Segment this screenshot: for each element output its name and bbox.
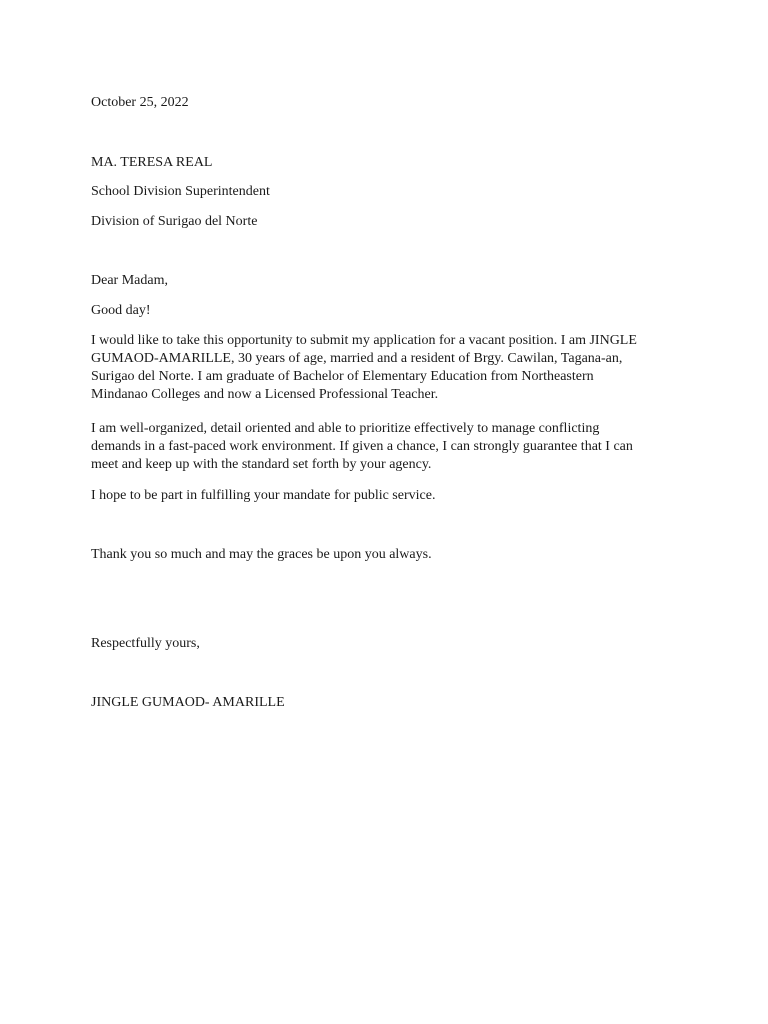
recipient-name: MA. TERESA REAL xyxy=(91,155,213,170)
salutation: Dear Madam, xyxy=(91,273,168,288)
letter-date: October 25, 2022 xyxy=(91,95,189,110)
recipient-title: School Division Superintendent xyxy=(91,184,270,199)
paragraph-line: demands in a fast-paced work environment. If given a chance, I can strongly guarantee that I can xyxy=(91,439,633,454)
paragraph-line: meet and keep up with the standard set forth by your agency. xyxy=(91,457,432,472)
paragraph-line: Mindanao Colleges and now a Licensed Professional Teacher. xyxy=(91,387,439,402)
recipient-office: Division of Surigao del Norte xyxy=(91,214,258,229)
thanks-line: Thank you so much and may the graces be upon you always. xyxy=(91,547,432,562)
paragraph-line: Surigao del Norte. I am graduate of Bachelor of Elementary Education from Northeastern xyxy=(91,369,594,384)
paragraph-hope: I hope to be part in fulfilling your mandate for public service. xyxy=(91,488,436,503)
closing: Respectfully yours, xyxy=(91,636,200,651)
greeting: Good day! xyxy=(91,303,151,318)
signature-name: JINGLE GUMAOD- AMARILLE xyxy=(91,695,285,710)
paragraph-qualities xyxy=(91,420,691,474)
paragraph-line: GUMAOD-AMARILLE, 30 years of age, married and a resident of Brgy. Cawilan, Tagana-an, xyxy=(91,351,623,366)
paragraph-line: I would like to take this opportunity to submit my application for a vacant position. I am JINGLE xyxy=(91,333,637,348)
paragraph-line: I am well-organized, detail oriented and able to prioritize effectively to manage conflicting xyxy=(91,421,600,436)
paragraph-application xyxy=(91,332,691,404)
